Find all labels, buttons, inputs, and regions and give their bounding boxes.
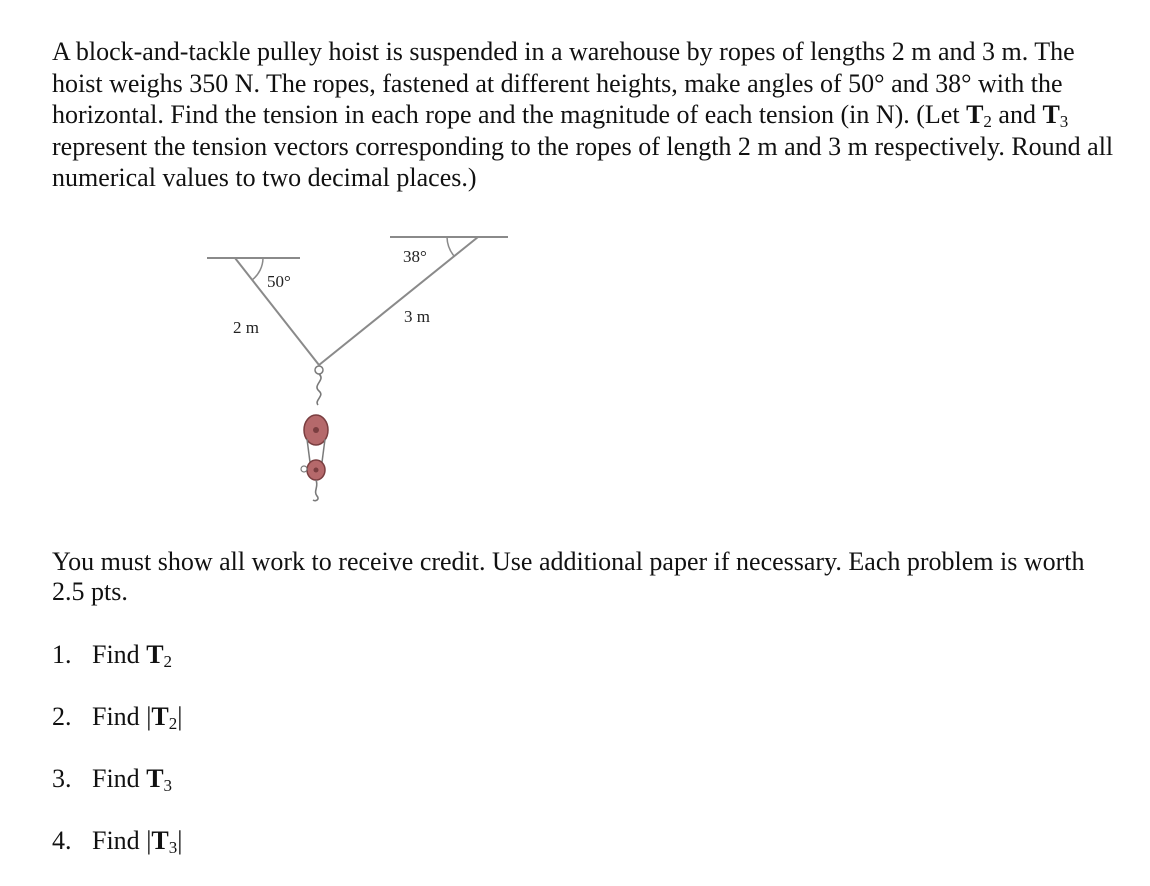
task-symbol: T (151, 702, 169, 731)
length-label-3m: 3 m (404, 307, 430, 326)
problem-text-part2: represent the tension vectors corresponding to the ropes of length 2 m and 3 m respectively. Round all numerical values to two decimal places.) (52, 131, 1114, 192)
abs-close: | (177, 702, 183, 731)
t2-symbol: T (966, 100, 984, 129)
task-item (52, 638, 182, 700)
task-subscript: 3 (163, 776, 173, 795)
task-symbol: T (151, 826, 169, 855)
t2-subscript: 2 (983, 112, 992, 131)
task-text: Find (92, 640, 147, 669)
abs-open: | (146, 702, 152, 731)
task-symbol: T (146, 640, 164, 669)
task-number: 3. (52, 764, 72, 793)
problem-text-part1: A block-and-tackle pulley hoist is suspended in a warehouse by ropes of lengths 2 m and 3 m. The hoist weighs 350 N. The ropes, fastened at different heights, make angles of 50° and 38° with the horizontal. Find the tension in each rope and the magnitude of each tension (in N). (Let (52, 37, 1075, 129)
task-subscript: 2 (163, 652, 173, 671)
task-item (52, 700, 182, 762)
abs-close: | (177, 826, 183, 855)
length-label-2m: 2 m (233, 318, 259, 337)
angle-label-50: 50° (267, 272, 291, 291)
task-text: Find (92, 764, 147, 793)
angle-label-38: 38° (403, 247, 427, 266)
problem-statement (52, 36, 1122, 194)
task-item (52, 824, 182, 886)
task-number: 1. (52, 640, 72, 669)
angle-arc-38 (447, 237, 454, 256)
task-text: Find (92, 702, 147, 731)
pulley-block (301, 366, 328, 501)
pulley-hoist-diagram (195, 225, 525, 515)
task-list (52, 638, 182, 886)
angle-arc-50 (252, 258, 263, 280)
task-subscript: 2 (168, 714, 178, 733)
task-symbol: T (146, 764, 164, 793)
instructions: You must show all work to receive credit. Use additional paper if necessary. Each problem is worth 2.5 pts. (52, 547, 1085, 606)
task-item (52, 762, 182, 824)
rope-3m (319, 237, 478, 365)
task-text: Find (92, 826, 147, 855)
task-number: 2. (52, 702, 72, 731)
t3-symbol: T (1042, 100, 1060, 129)
t3-subscript: 3 (1059, 112, 1069, 131)
task-subscript: 3 (168, 838, 178, 857)
and-word: and (991, 100, 1043, 129)
abs-open: | (146, 826, 152, 855)
task-number: 4. (52, 826, 72, 855)
